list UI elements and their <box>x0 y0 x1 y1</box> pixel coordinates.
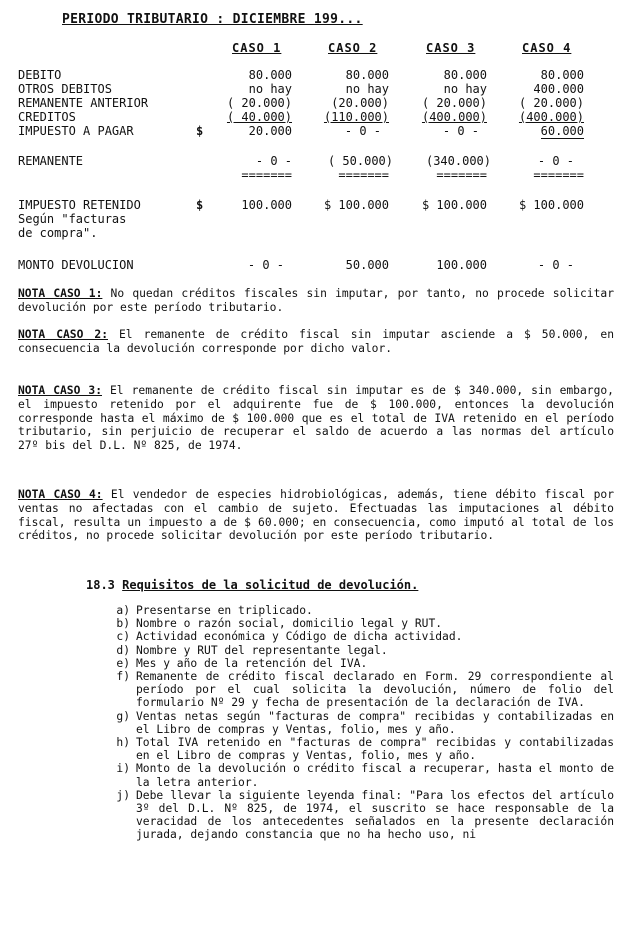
list-item-letter: b) <box>116 617 130 631</box>
list-item <box>108 670 614 710</box>
list-item-letter: j) <box>116 788 130 802</box>
list-item <box>108 630 614 643</box>
list-item-letter: f) <box>116 670 130 684</box>
row-label-retenido-3: de compra". <box>18 226 98 240</box>
row-label-remanente-anterior: REMANENTE ANTERIOR <box>18 96 149 110</box>
list-item <box>108 604 614 617</box>
cell-otros-c3: no hay <box>443 82 487 96</box>
list-item-letter: i) <box>116 762 130 776</box>
list-item-text: Total IVA retenido en "facturas de compra" recibidas y contabilizadas en el Libro de compras y Ventas, folio, mes y año. <box>136 736 614 763</box>
list-item <box>108 762 614 788</box>
section-title: Requisitos de la solicitud de devolución. <box>122 578 419 592</box>
double-rule-c4: ======= <box>533 168 584 182</box>
cell-creditos-c2: (110.000) <box>323 110 389 124</box>
cell-remanente-c2: ( 50.000) <box>327 154 393 168</box>
note-text: El vendedor de especies hidrobiológicas, además, tiene débito fiscal por ventas no afectadas con el cambio de sujeto. Efectuadas las imputaciones al débito fiscal, resulta un impuesto a de $ 60.000; en consecuencia, como imputó al total de los créditos, no procede solicitar devolución por este período tributario. <box>18 488 615 543</box>
cell-devolucion-c2: 50.000 <box>345 258 389 272</box>
list-item-letter: g) <box>116 709 130 723</box>
cell-retenido-c1: 100.000 <box>241 198 292 212</box>
cell-impuesto-c3: - 0 - <box>442 124 479 138</box>
section-number: 18.3 <box>86 578 115 592</box>
page-title: PERIODO TRIBUTARIO : DICIEMBRE 199... <box>62 12 363 27</box>
cell-creditos-c3: (400.000) <box>421 110 487 124</box>
case-4-header: CASO 4 <box>522 41 572 55</box>
row-label-impuesto: IMPUESTO A PAGAR <box>18 124 134 138</box>
case-2-header: CASO 2 <box>328 41 378 55</box>
cell-devolucion-c3: 100.000 <box>436 258 487 272</box>
section-heading <box>86 578 418 592</box>
requirements-list <box>108 604 614 842</box>
list-item-letter: e) <box>116 656 130 670</box>
list-item-text: Actividad económica y Código de dicha actividad. <box>136 630 463 644</box>
list-item <box>108 644 614 657</box>
list-item-letter: c) <box>116 630 130 644</box>
row-label-debito: DEBITO <box>18 68 62 82</box>
note-text: El remanente de crédito fiscal sin imputar es de $ 340.000, sin embargo, el impuesto retenido por el adquirente fue de $ 100.000, entonces la devolución corresponde hasta el máximo de $ 100.000 que es el total de IVA retenido en el período tributario, sin perjuicio de recuperar el saldo de acuerdo a las normas del artículo 27º bis del D.L. Nº 825, de 1974. <box>18 384 614 453</box>
cell-remant-c1: ( 20.000) <box>226 96 292 110</box>
cell-creditos-c4: (400.000) <box>518 110 584 124</box>
row-label-otros-debitos: OTROS DEBITOS <box>18 82 112 96</box>
cell-retenido-c2: $ 100.000 <box>323 198 389 212</box>
double-rule-c1: ======= <box>241 168 292 182</box>
note-label: NOTA CASO 1: <box>18 287 103 300</box>
cell-remanente-c4: - 0 - <box>537 154 574 168</box>
currency-sign: $ <box>196 124 204 138</box>
list-item <box>108 617 614 630</box>
list-item-text: Nombre y RUT del representante legal. <box>136 643 388 657</box>
note-label: NOTA CASO 4: <box>18 488 103 501</box>
list-item-letter: a) <box>116 604 130 617</box>
list-item <box>108 710 614 736</box>
cell-impuesto-c1: 20.000 <box>248 124 292 138</box>
cell-impuesto-c4: 60.000 <box>540 124 584 138</box>
double-rule-c2: ======= <box>338 168 389 182</box>
cell-otros-c1: no hay <box>248 82 292 96</box>
list-item <box>108 657 614 670</box>
list-item-text: Ventas netas según "facturas de compra" recibidas y contabilizadas en el Libro de compras y Ventas, folio, mes y año. <box>136 709 614 736</box>
cell-impuesto-c2: - 0 - <box>344 124 381 138</box>
cell-remanente-c1: - 0 - <box>255 154 292 168</box>
cell-otros-c2: no hay <box>345 82 389 96</box>
cell-retenido-c4: $ 100.000 <box>518 198 584 212</box>
list-item-text: Remanente de crédito fiscal declarado en Form. 29 correspondiente al período por el cual solicita la devolución, número de folio del formulario Nº 29 y fecha de presentación de la declaración de IVA. <box>136 670 614 710</box>
note-text: El remanente de crédito fiscal sin imputar asciende a $ 50.000, en consecuencia la devolución corresponde por dicho valor. <box>18 328 614 355</box>
note-label: NOTA CASO 3: <box>18 384 102 397</box>
cell-debito-c1: 80.000 <box>248 68 292 82</box>
cell-creditos-c1: ( 40.000) <box>226 110 292 124</box>
note-case-1 <box>18 287 614 315</box>
cell-remant-c4: ( 20.000) <box>518 96 584 110</box>
double-rule-c3: ======= <box>436 168 487 182</box>
cell-devolucion-c4: - 0 - <box>537 258 574 272</box>
row-label-remanente: REMANENTE <box>18 154 84 168</box>
cell-remanente-c3: (340.000) <box>425 154 491 168</box>
cell-otros-c4: 400.000 <box>533 82 584 96</box>
row-label-retenido: IMPUESTO RETENIDO <box>18 198 141 212</box>
note-case-4 <box>18 488 614 543</box>
list-item <box>108 789 614 842</box>
list-item-letter: d) <box>116 643 130 657</box>
cell-debito-c3: 80.000 <box>443 68 487 82</box>
case-1-header: CASO 1 <box>232 41 282 55</box>
list-item-letter: h) <box>116 736 130 750</box>
cell-devolucion-c1: - 0 - <box>247 258 284 272</box>
cell-remant-c3: ( 20.000) <box>421 96 487 110</box>
note-case-3 <box>18 384 614 453</box>
cell-debito-c2: 80.000 <box>345 68 389 82</box>
list-item-text: Presentarse en triplicado. <box>136 604 313 617</box>
list-item-text: Nombre o razón social, domicilio legal y RUT. <box>136 617 443 631</box>
cell-debito-c4: 80.000 <box>540 68 584 82</box>
cell-remant-c2: (20.000) <box>331 96 389 110</box>
currency-sign: $ <box>196 198 204 212</box>
list-item-text: Monto de la devolución o crédito fiscal a recuperar, hasta el monto de la letra anterior. <box>136 762 614 789</box>
note-label: NOTA CASO 2: <box>18 328 108 341</box>
row-label-creditos: CREDITOS <box>18 110 76 124</box>
list-item-text: Debe llevar la siguiente leyenda final: "Para los efectos del artículo 3º del D.L. Nº 825, de 1974, el suscrito se hace responsable de la veracidad de los antecedentes señalados en la presente declaración jurada, dejando constancia que no ha hecho uso, ni <box>136 788 614 842</box>
list-item-text: Mes y año de la retención del IVA. <box>136 656 368 670</box>
list-item <box>108 736 614 762</box>
cell-retenido-c3: $ 100.000 <box>421 198 487 212</box>
row-label-devolucion: MONTO DEVOLUCION <box>18 258 134 272</box>
case-3-header: CASO 3 <box>426 41 476 55</box>
row-label-retenido-2: Según "facturas <box>18 212 127 226</box>
note-case-2 <box>18 328 614 356</box>
note-text: No quedan créditos fiscales sin imputar, por tanto, no procede solicitar devolución por este período tributario. <box>18 287 614 314</box>
